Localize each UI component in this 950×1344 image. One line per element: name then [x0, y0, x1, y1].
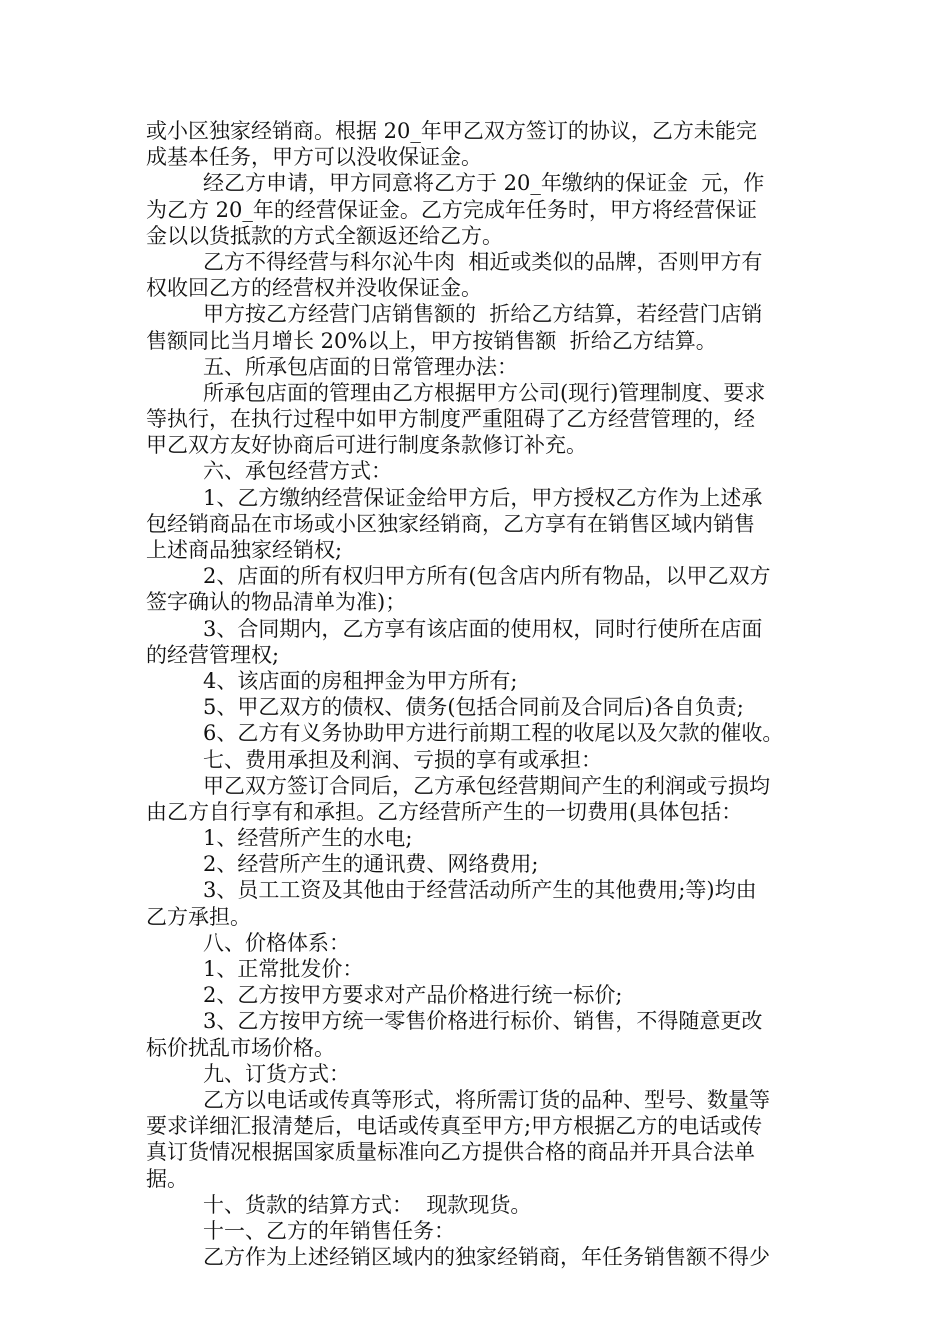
text-line: 经乙方申请，甲方同意将乙方于 20_年缴纳的保证金 元，作 — [203, 171, 765, 196]
section-heading: 九、订货方式： — [203, 1061, 350, 1086]
text-line: 真订货情况根据国家质量标准向乙方提供合格的商品并开具合法单 — [146, 1140, 755, 1165]
text-line: 所承包店面的管理由乙方根据甲方公司(现行)管理制度、要求 — [203, 380, 766, 405]
text-line: 据。 — [146, 1166, 188, 1191]
text-line: 1、经营所产生的水电; — [203, 826, 413, 851]
text-line: 1、乙方缴纳经营保证金给甲方后，甲方授权乙方作为上述承 — [203, 485, 763, 510]
text-line: 5、甲乙双方的债权、债务(包括合同前及合同后)各自负责; — [203, 695, 744, 720]
section-heading: 七、费用承担及利润、亏损的享有或承担： — [203, 747, 602, 772]
text-line: 成基本任务，甲方可以没收保证金。 — [146, 145, 482, 170]
text-line: 2、店面的所有权归甲方所有(包含店内所有物品，以甲乙双方 — [203, 564, 771, 589]
text-line: 金以以货抵款的方式全额返还给乙方。 — [146, 223, 503, 248]
text-line: 6、乙方有义务协助甲方进行前期工程的收尾以及欠款的催收。 — [203, 721, 784, 746]
section-heading: 八、价格体系： — [203, 930, 350, 955]
text-line: 由乙方自行享有和承担。乙方经营所产生的一切费用(具体包括： — [146, 799, 743, 824]
text-line: 标价扰乱市场价格。 — [146, 1035, 335, 1060]
text-line: 乙方承担。 — [146, 904, 251, 929]
text-line: 权收回乙方的经营权并没收保证金。 — [146, 276, 482, 301]
text-line: 乙方不得经营与科尔沁牛肉 相近或类似的品牌，否则甲方有 — [203, 249, 763, 274]
text-line: 3、乙方按甲方统一零售价格进行标价、销售，不得随意更改 — [203, 1009, 763, 1034]
text-line: 售额同比当月增长 20%以上，甲方按销售额 折给乙方结算。 — [146, 328, 717, 353]
text-line: 或小区独家经销商。根据 20_年甲乙双方签订的协议，乙方未能完 — [146, 119, 757, 143]
text-line: 1、正常批发价： — [203, 957, 364, 981]
text-line: 等执行，在执行过程中如甲方制度严重阻碍了乙方经营管理的，经 — [146, 407, 755, 432]
text-line: 3、员工工资及其他由于经营活动所产生的其他费用;等)均由 — [203, 878, 757, 903]
document-body — [146, 118, 806, 1270]
text-line: 签字确认的物品清单为准)； — [146, 590, 407, 615]
text-line: 甲乙双方签订合同后，乙方承包经营期间产生的利润或亏损均 — [203, 773, 770, 798]
text-line: 乙方作为上述经销区域内的独家经销商，年任务销售额不得少 — [203, 1245, 770, 1270]
text-line: 4、该店面的房租押金为甲方所有; — [203, 668, 518, 693]
text-line: 3、合同期内，乙方享有该店面的使用权，同时行使所在店面 — [203, 616, 763, 641]
text-line: 2、乙方按甲方要求对产品价格进行统一标价; — [203, 983, 623, 1008]
section-heading: 十、货款的结算方式： 现款现货。 — [203, 1192, 532, 1217]
text-line: 要求详细汇报清楚后，电话或传真至甲方;甲方根据乙方的电话或传 — [146, 1114, 763, 1139]
section-heading: 五、所承包店面的日常管理办法： — [203, 354, 518, 379]
section-heading: 六、承包经营方式： — [203, 459, 392, 484]
text-line: 乙方以电话或传真等形式，将所需订货的品种、型号、数量等 — [203, 1087, 770, 1112]
text-line: 的经营管理权; — [146, 642, 280, 667]
section-heading: 十一、乙方的年销售任务： — [203, 1218, 455, 1243]
text-line: 上述商品独家经销权; — [146, 538, 343, 562]
text-line: 为乙方 20_年的经营保证金。乙方完成年任务时，甲方将经营保证 — [146, 197, 757, 222]
text-line: 甲方按乙方经营门店销售额的 折给乙方结算，若经营门店销 — [203, 302, 763, 327]
text-line: 2、经营所产生的通讯费、网络费用; — [203, 852, 539, 877]
text-line: 甲乙双方友好协商后可进行制度条款修订补充。 — [146, 433, 587, 458]
text-line: 包经销商品在市场或小区独家经销商，乙方享有在销售区域内销售 — [146, 511, 755, 536]
